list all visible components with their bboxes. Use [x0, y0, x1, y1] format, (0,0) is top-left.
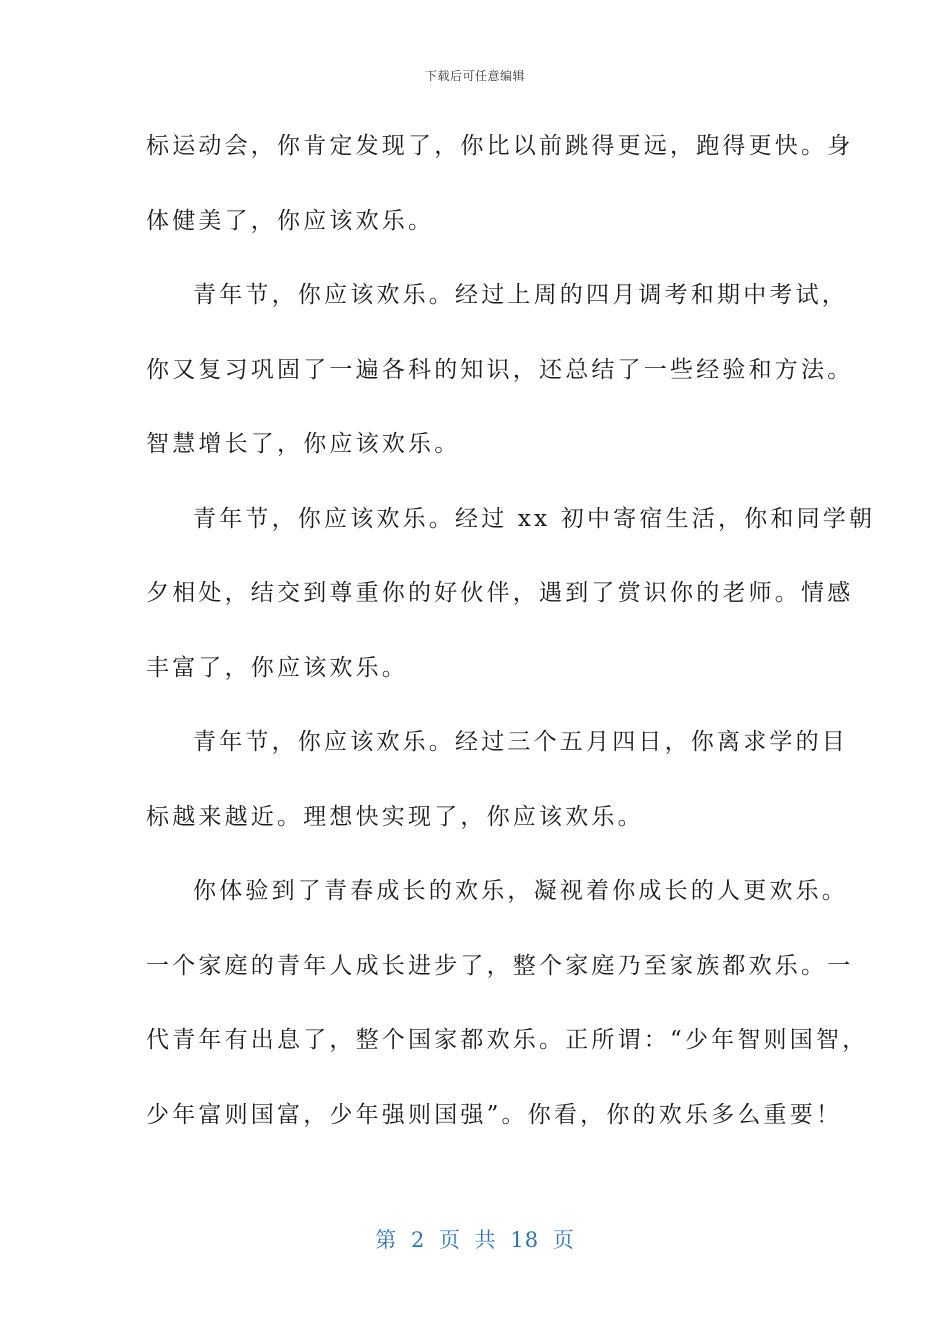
paragraph-first-line: 青年节，你应该欢乐。经过三个五月四日，你离求学的目 [193, 729, 848, 755]
text-line: 一个家庭的青年人成长进步了，整个家庭乃至家族都欢乐。一 [146, 952, 854, 979]
text-line: 代青年有出息了，整个国家都欢乐。正所谓：“少年智则国智， [146, 1027, 869, 1053]
text-line: 体健美了，你应该欢乐。 [146, 207, 435, 234]
text-line: 标越来越近。理想快实现了，你应该欢乐。 [146, 803, 644, 830]
paragraph-first-line: 你体验到了青春成长的欢乐，凝视着你成长的人更欢乐。 [193, 878, 848, 904]
text-line: 丰富了，你应该欢乐。 [146, 654, 408, 681]
text-line: 智慧增长了，你应该欢乐。 [146, 431, 461, 457]
text-line: 夕相处，结交到尊重你的好伙伴，遇到了赏识你的老师。情感 [146, 580, 854, 606]
text-line: 你又复习巩固了一遍各科的知识，还总结了一些经验和方法。 [146, 356, 854, 383]
header-note: 下载后可任意编辑 [424, 69, 525, 83]
paragraph-first-line: 青年节，你应该欢乐。经过上周的四月调考和期中考试， [193, 282, 848, 308]
text-line: 标运动会，你肯定发现了，你比以前跳得更远，跑得更快。身 [146, 133, 854, 159]
paragraph-first-line: 青年节，你应该欢乐。经过 xx 初中寄宿生活，你和同学朝 [193, 505, 876, 532]
document-body [146, 126, 876, 1169]
page-indicator: 第 2 页 共 18 页 [375, 1228, 575, 1252]
text-line: 少年富则国富，少年强则国强”。你看，你的欢乐多么重要！ [146, 1101, 843, 1128]
